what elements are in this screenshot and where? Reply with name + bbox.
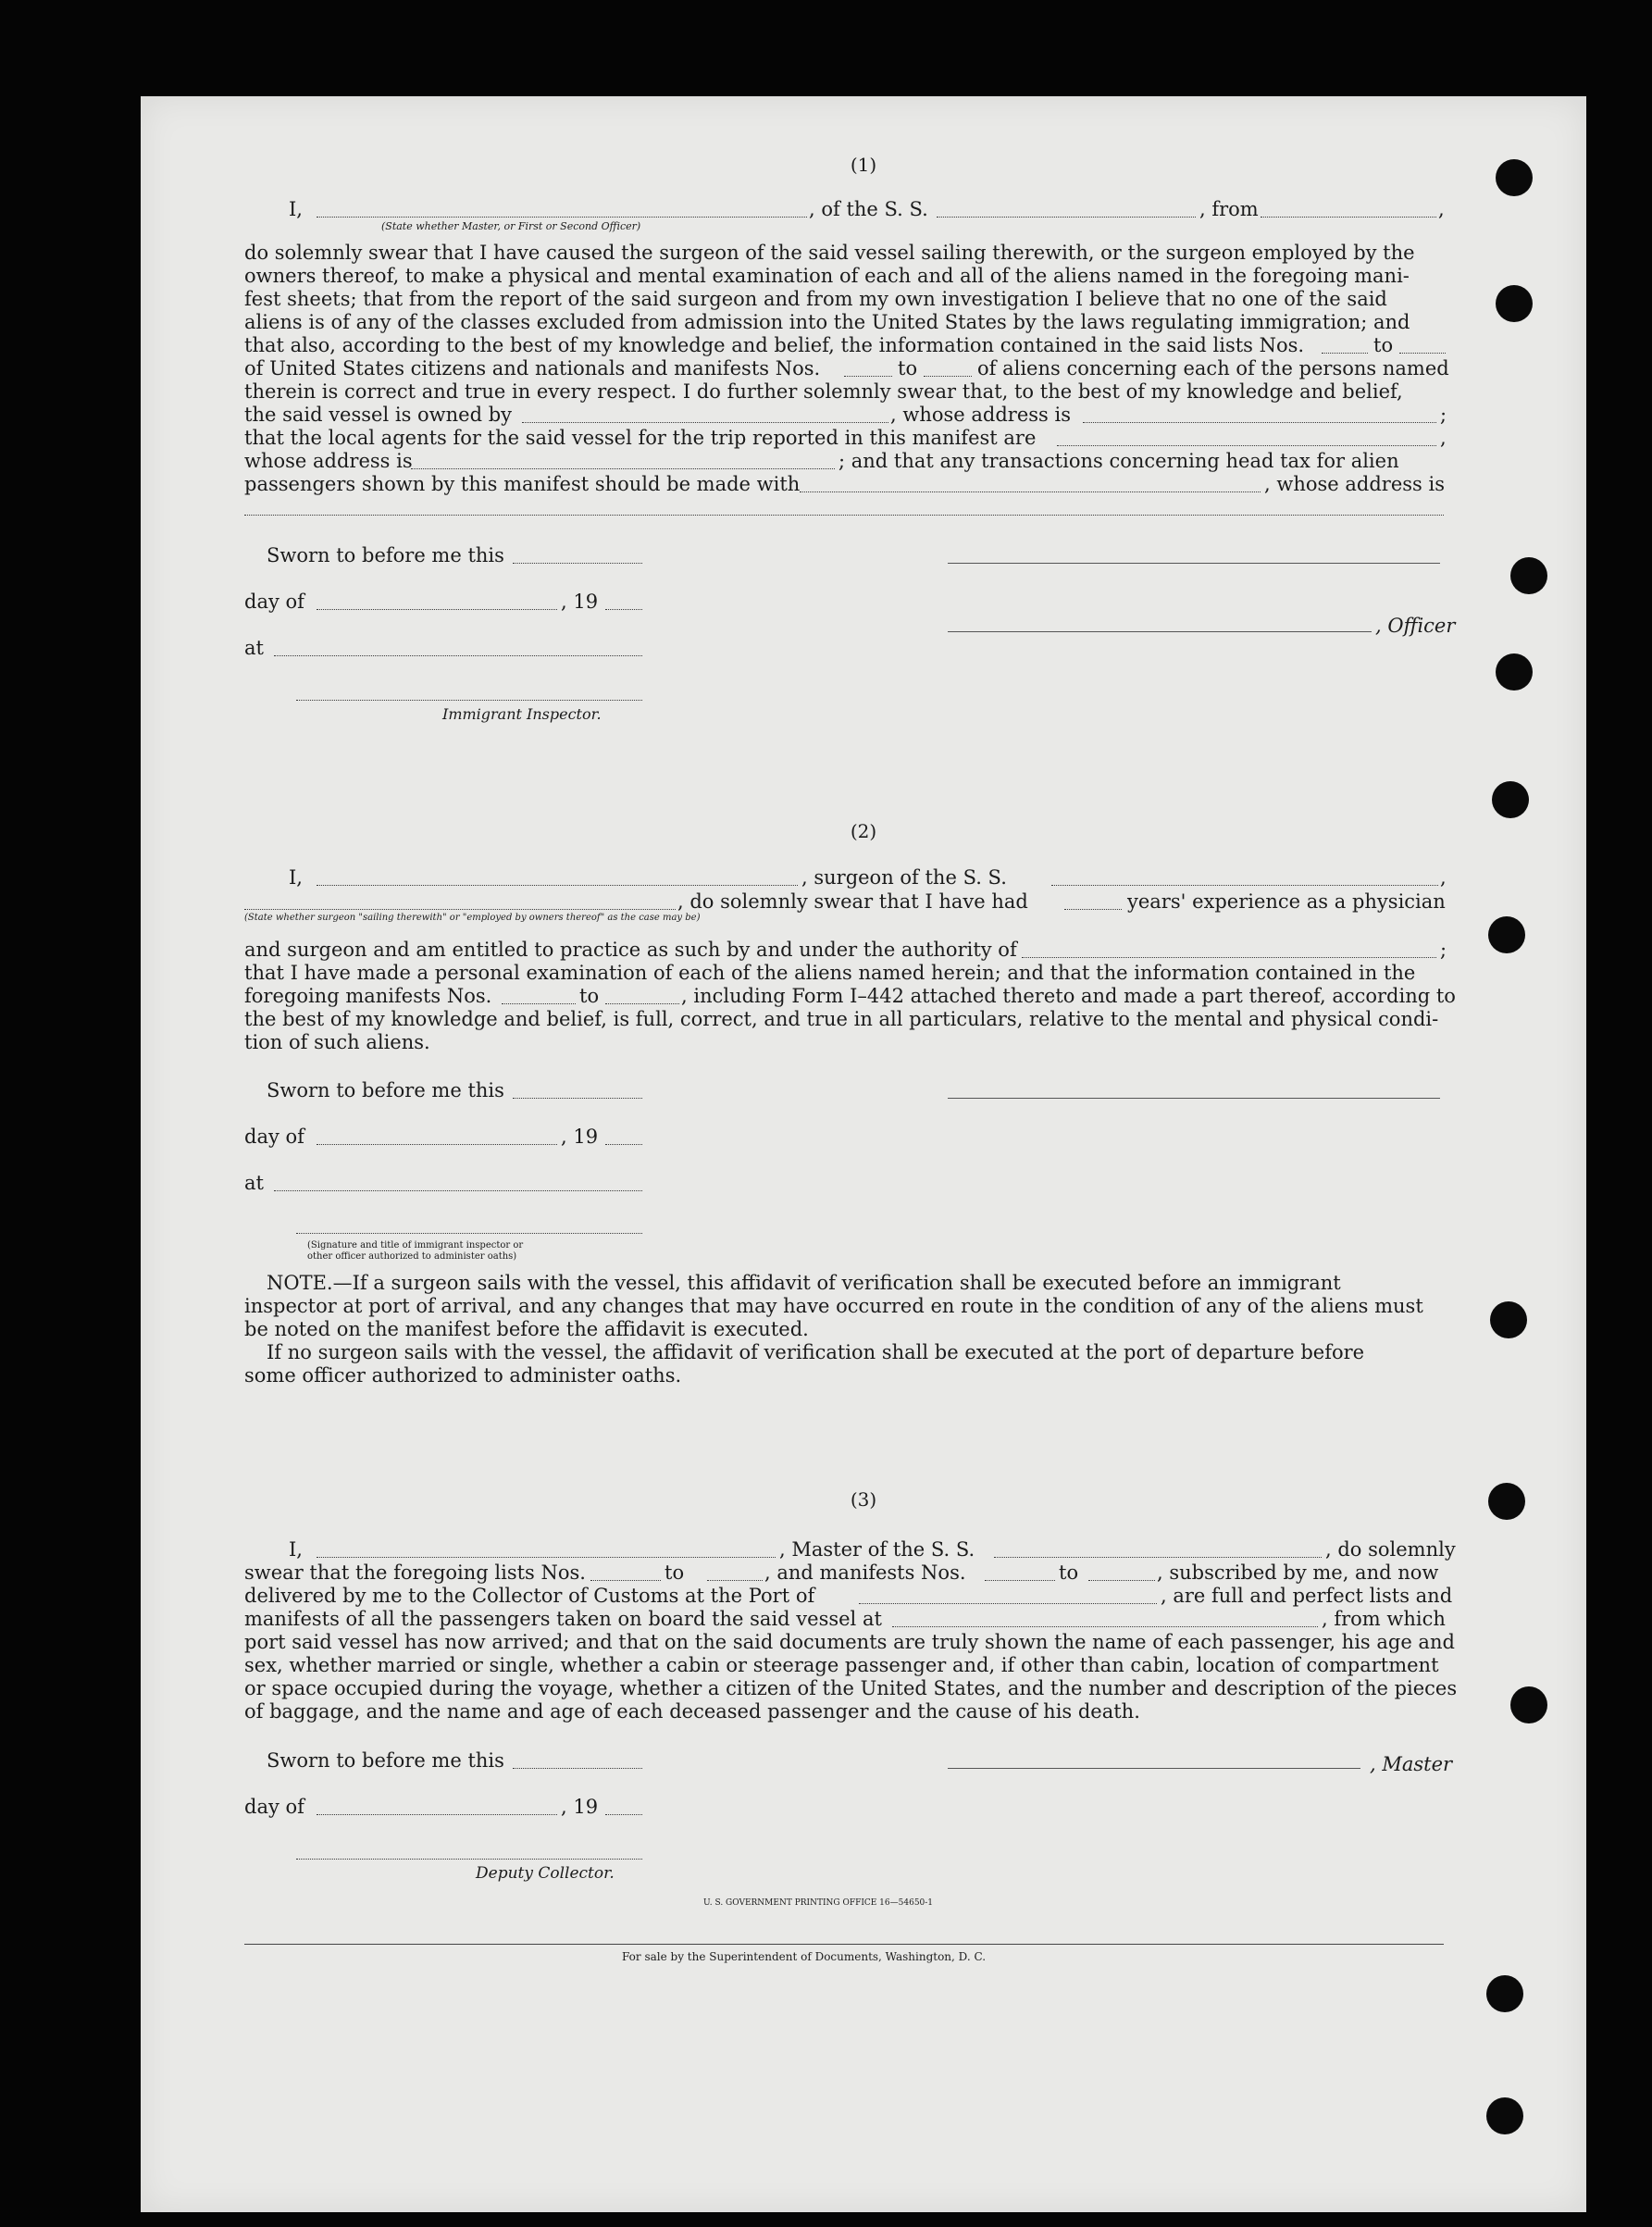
binder-hole: [1488, 1483, 1525, 1520]
s3-month-field[interactable]: [317, 1814, 557, 1815]
binder-hole: [1496, 285, 1533, 322]
binder-hole: [1496, 159, 1533, 196]
section-2-number: (2): [850, 820, 877, 842]
boarding-port-field[interactable]: [892, 1626, 1318, 1627]
binder-hole: [1492, 781, 1529, 818]
note-line-3: be noted on the manifest before the affidavit is executed.: [244, 1318, 809, 1340]
s1-place-field[interactable]: [274, 655, 642, 656]
note-line-4: If no surgeon sails with the vessel, the affidavit of verification shall be executed at the port of departure before: [267, 1341, 1365, 1363]
s1-line-3: owners thereof, to make a physical and mental examination of each and all of the aliens named in the foregoing mani-: [244, 265, 1410, 287]
officer-label: , Officer: [1375, 615, 1456, 637]
binder-hole: [1486, 2097, 1523, 2134]
binder-hole: [1510, 1686, 1547, 1723]
departure-port-field[interactable]: [1261, 217, 1436, 218]
manifest-from-field[interactable]: [844, 376, 892, 377]
s3-line-7: or space occupied during the voyage, whether a citizen of the United States, and the number and description of the pieces: [244, 1677, 1458, 1699]
s1-line-5: aliens is of any of the classes excluded from admission into the United States by the laws regulating immigration; and: [244, 311, 1410, 333]
s1-sworn-label: Sworn to before me this: [267, 544, 504, 566]
printing-office-line: U. S. GOVERNMENT PRINTING OFFICE 16—54650-1: [703, 1898, 934, 1908]
s2-place-field[interactable]: [274, 1190, 642, 1191]
s1-line-8: therein is correct and true in every respect. I do further solemnly swear that, to the best of my knowledge and belief,: [244, 380, 1403, 403]
practice-authority-field[interactable]: [1022, 957, 1436, 958]
list-from-field[interactable]: [1322, 353, 1368, 354]
surgeon-status-note: (State whether surgeon "sailing therewith" or "employed by owners thereof" as the case may be): [244, 913, 701, 923]
s1-line-2: do solemnly swear that I have caused the surgeon of the said vessel sailing therewith, or the surgeon employed by the: [244, 242, 1415, 264]
officer-signature-line[interactable]: [948, 563, 1440, 564]
s2-line-7: tion of such aliens.: [244, 1031, 430, 1053]
surgeon-status-field[interactable]: [244, 909, 676, 910]
port-of-entry-field[interactable]: [859, 1603, 1157, 1604]
s3-line-8: of baggage, and the name and age of each deceased passenger and the cause of his death.: [244, 1700, 1140, 1723]
sale-notice: For sale by the Superintendent of Documents, Washington, D. C.: [622, 1950, 987, 1963]
s2-sworn-date-field[interactable]: [513, 1098, 642, 1099]
binder-hole: [1488, 916, 1525, 953]
section-1-number: (1): [850, 154, 877, 176]
s3-sworn-date-field[interactable]: [513, 1768, 642, 1769]
binder-hole: [1510, 557, 1547, 594]
binder-hole: [1486, 1975, 1523, 2012]
s1-line-4: fest sheets; that from the report of the said surgeon and from my own investigation I believe that no one of the said: [244, 288, 1387, 310]
local-agents-field[interactable]: [1057, 445, 1436, 446]
head-tax-agent-field[interactable]: [800, 491, 1261, 492]
s2-signature-note-1: (Signature and title of immigrant inspector or: [307, 1240, 524, 1250]
s1-year-field[interactable]: [605, 609, 642, 610]
s2-manifest-from-field[interactable]: [502, 1003, 576, 1004]
note-line-2: inspector at port of arrival, and any changes that may have occurred en route in the condition of any of the aliens must: [244, 1295, 1423, 1317]
officer-rank-field[interactable]: [317, 217, 807, 218]
s2-manifest-to-field[interactable]: [605, 1003, 679, 1004]
note-line-5: some officer authorized to administer oaths.: [244, 1364, 682, 1387]
note-line-1: NOTE.—If a surgeon sails with the vessel, this affidavit of verification shall be executed before an immigrant: [267, 1272, 1341, 1294]
s3-list-from-field[interactable]: [590, 1580, 661, 1581]
s2-line-4: that I have made a personal examination of each of the aliens named herein; and that the information contained in the: [244, 962, 1416, 984]
officer-rank-note: (State whether Master, or First or Second Officer): [381, 220, 641, 232]
section-3-number: (3): [850, 1488, 877, 1511]
head-tax-address-field[interactable]: [244, 515, 1444, 516]
s2-vessel-name-field[interactable]: [1051, 885, 1438, 886]
s3-line-6: sex, whether married or single, whether a cabin or steerage passenger and, if other than cabin, location of compartment: [244, 1654, 1439, 1676]
footer-rule: [244, 1944, 1444, 1945]
s1-month-field[interactable]: [317, 609, 557, 610]
s3-vessel-name-field[interactable]: [994, 1557, 1322, 1558]
list-to-field[interactable]: [1399, 353, 1446, 354]
s3-manifest-from-field[interactable]: [985, 1580, 1055, 1581]
s2-inspector-signature-line[interactable]: [296, 1233, 642, 1234]
s1-sworn-date-field[interactable]: [513, 563, 642, 564]
years-experience-field[interactable]: [1064, 909, 1122, 910]
s3-list-to-field[interactable]: [707, 1580, 763, 1581]
immigrant-inspector-label: Immigrant Inspector.: [442, 705, 602, 723]
s3-sworn-label: Sworn to before me this: [267, 1749, 504, 1772]
s2-sworn-label: Sworn to before me this: [267, 1079, 504, 1101]
s2-at-label: at: [244, 1172, 264, 1194]
s2-year-field[interactable]: [605, 1144, 642, 1145]
s2-signature-note-2: other officer authorized to administer oaths): [307, 1251, 517, 1262]
s3-year-field[interactable]: [605, 1814, 642, 1815]
surgeon-signature-line[interactable]: [948, 1098, 1440, 1099]
inspector-signature-line[interactable]: [296, 700, 642, 701]
s2-line-6: the best of my knowledge and belief, is full, correct, and true in all particulars, relative to the mental and physical condi-: [244, 1008, 1439, 1030]
binder-hole: [1496, 653, 1533, 690]
s2-month-field[interactable]: [317, 1144, 557, 1145]
master-signature-line[interactable]: [948, 1768, 1360, 1769]
deputy-collector-label: Deputy Collector.: [476, 1864, 615, 1883]
form-page: (1) I, , of the S. S. , from , (State whether Master, or First or Second Officer) do solemnly swear that I have caused the surgeon of the said vessel sailing therewith, or the surgeon employed by the owners thereof, to make a physical and mental examination of each and all of the aliens named in the foregoing mani- fest sheets; that from the report of the said surgeon and from my own investigation I believe that no one of the said aliens is of any of the classes excluded from admission into the United States by the laws regulating immigration; and that also, according to the best of my knowledge and belief, the information contained in the said lists Nos. to of United States citizens and nationals and manifests Nos. to of aliens concerning each of the persons named therein is correct and true in every respect. I do further solemnly swear that, to the best of my knowledge and belief, the said vessel is owned by , whose address is ; that the local agents for the said vessel for the trip reported in this manifest are , whose address is ; and that any transactions concerning head tax for alien passengers shown by this manifest should be made with , whose address is Sworn to before me this day of , 19 , Officer at Immigrant Inspector. (2) I, , surgeon of the S. S. , , do solemnly swear that I have had years' experience as a physician (State whether surgeon "sailing therewith" or "employed by owners thereof" as the case may be) and surgeon and am entitled to practice as such by and under the authority of ; that I have made a personal examination of each of the aliens named herein; and that the information contained in the foregoing manifests Nos. to , including Form I–442 attached thereto and made a part thereof, according to the best of my knowledge and belief, is full, correct, and true in all particulars, relative to the mental and physical condi- tion of such aliens. Sworn to before me this day of , 19 at (Signature and title of immigrant inspector or other officer authorized to administer oaths) NOTE.—If a surgeon sails with the vessel, this affidavit of verification shall be executed before an immigrant inspector at port of arrival, and any changes that may have occurred en route in the condition of any of the aliens must be noted on the manifest before the affidavit is executed. If no surgeon sails with the vessel, the affidavit of verification shall be executed at the port of departure before some officer authorized to administer oaths. (3) I, , Master of the S. S. , do solemnly swear that the foregoing lists Nos. to , and manifests Nos. to , subscribed by me, and now delivered by me to the Collector of Customs at the Port of , are full and perfect lists and manifests of all the passengers taken on board the said vessel at , from which port said vessel has now arrived; and that on the said documents are truly shown the name of each passenger, his age and sex, whether married or single, whether a cabin or steerage passenger and, if other than cabin, location of compartment or space occupied during the voyage, whether a citizen of the United States, and the number and description of the pieces of baggage, and the name and age of each deceased passenger and the cause of his death. Sworn to before me this , Master day of , 19 Deputy Collector. U. S. GOVERNMENT PRINTING OFFICE 16—54650-1 For sale by the Superintendent of Documents, Washington, D. C.: [141, 96, 1586, 2212]
master-name-field[interactable]: [317, 1557, 776, 1558]
master-label: , Master: [1370, 1753, 1453, 1775]
s1-at-label: at: [244, 637, 264, 659]
s3-manifest-to-field[interactable]: [1088, 1580, 1155, 1581]
vessel-name-field[interactable]: [937, 217, 1196, 218]
owner-address-field[interactable]: [1083, 422, 1436, 423]
vessel-owner-field[interactable]: [522, 422, 888, 423]
s3-line-5: port said vessel has now arrived; and that on the said documents are truly shown the name of each passenger, his age and: [244, 1631, 1455, 1653]
officer-name-line[interactable]: [948, 631, 1372, 632]
binder-hole: [1490, 1301, 1527, 1338]
agents-address-field[interactable]: [411, 468, 835, 469]
collector-signature-line[interactable]: [296, 1859, 642, 1860]
manifest-to-field[interactable]: [924, 376, 972, 377]
surgeon-name-field[interactable]: [317, 885, 798, 886]
